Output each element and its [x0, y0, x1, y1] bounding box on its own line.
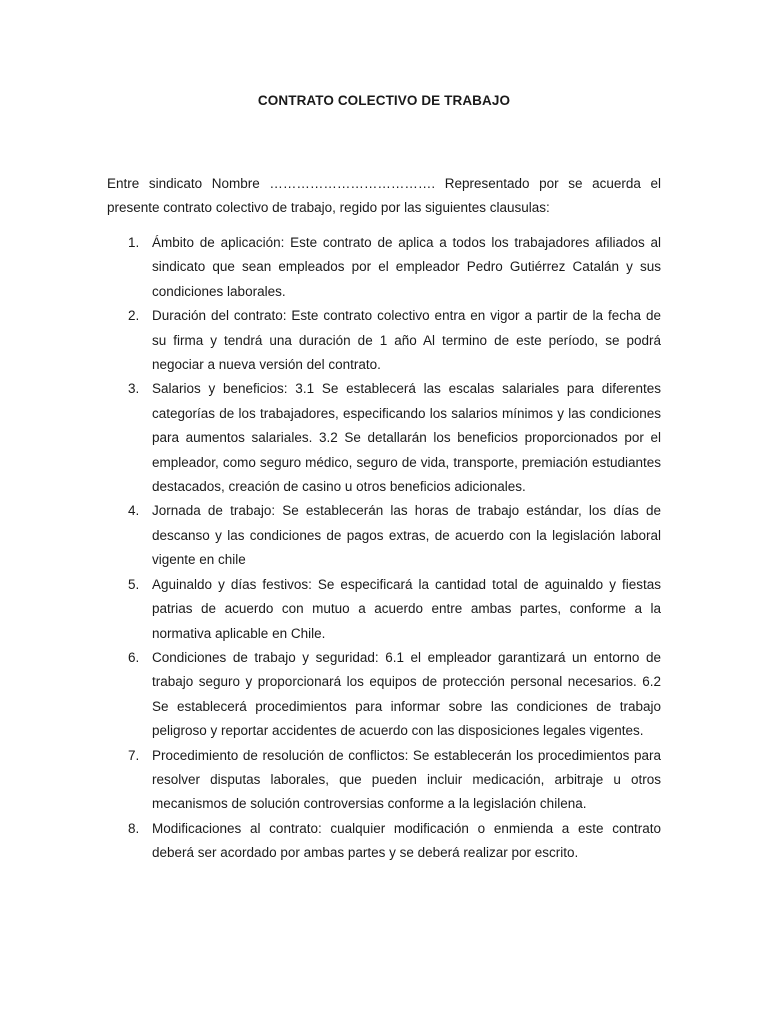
clause-text: Aguinaldo y días festivos: Se especificará la cantidad total de aguinaldo y fiestas patrias de acuerdo con mutuo a acuerdo entre ambas partes, conforme a la normativa aplicable en Chile.	[152, 576, 661, 641]
clause-text: Salarios y beneficios: 3.1 Se establecerá las escalas salariales para diferentes categorías de los trabajadores, especificando los salarios mínimos y las condiciones para aumentos salariales. 3.2 Se detallarán los beneficios proporcionados por el empleador, como seguro médico, seguro de vida, transporte, premiación estudiantes destacados, creación de casino u otros beneficios adicionales.	[152, 381, 661, 495]
clause-text: Duración del contrato: Este contrato colectivo entra en vigor a partir de la fecha de su firma y tendrá una duración de 1 año Al termino de este período, se podrá negociar a nueva versión del contrato.	[152, 308, 661, 373]
clause-number: 8.	[128, 820, 140, 836]
clause-number: 1.	[128, 235, 140, 250]
clause-number: 3.	[128, 381, 140, 397]
clause-number: 5.	[128, 576, 140, 592]
clause-list	[107, 231, 661, 866]
intro-paragraph: Entre sindicato Nombre ………………………………. Representado por se acuerda el presente contrato colectivo de trabajo, regido por las siguientes clausulas:	[107, 176, 661, 216]
clause-item-1	[107, 231, 661, 304]
clause-item-5	[107, 573, 661, 646]
clause-number: 4.	[128, 503, 140, 519]
clause-item-7	[107, 744, 661, 817]
document-title: CONTRATO COLECTIVO DE TRABAJO	[257, 93, 511, 108]
clause-item-8	[107, 817, 661, 866]
clause-text: Jornada de trabajo: Se establecerán las horas de trabajo estándar, los días de descanso y las condiciones de pagos extras, de acuerdo con la legislación laboral vigente en chile	[152, 503, 661, 568]
clause-text: Procedimiento de resolución de conflictos: Se establecerán los procedimientos para resolver disputas laborales, que pueden incluir medicación, arbitraje u otros mecanismos de solución controversias conforme a la legislación chilena.	[152, 747, 661, 812]
clause-item-6	[107, 646, 661, 744]
clause-number: 6.	[128, 649, 140, 665]
clause-item-2	[107, 304, 661, 377]
clause-text: Modificaciones al contrato: cualquier modificación o enmienda a este contrato deberá ser acordado por ambas partes y se deberá realizar por escrito.	[152, 820, 661, 861]
clause-text: Ámbito de aplicación: Este contrato de aplica a todos los trabajadores afiliados al sindicato que sean empleados por el empleador Pedro Gutiérrez Catalán y sus condiciones laborales.	[152, 235, 661, 299]
clause-text: Condiciones de trabajo y seguridad: 6.1 el empleador garantizará un entorno de trabajo seguro y proporcionará los equipos de protección personal necesarios. 6.2 Se establecerá procedimientos para informar sobre las condiciones de trabajo peligroso y reportar accidentes de acuerdo con las disposiciones legales vigentes.	[152, 649, 661, 739]
clause-number: 2.	[128, 308, 140, 324]
clause-item-4	[107, 499, 661, 572]
clause-item-3	[107, 377, 661, 499]
clause-number: 7.	[128, 747, 140, 763]
